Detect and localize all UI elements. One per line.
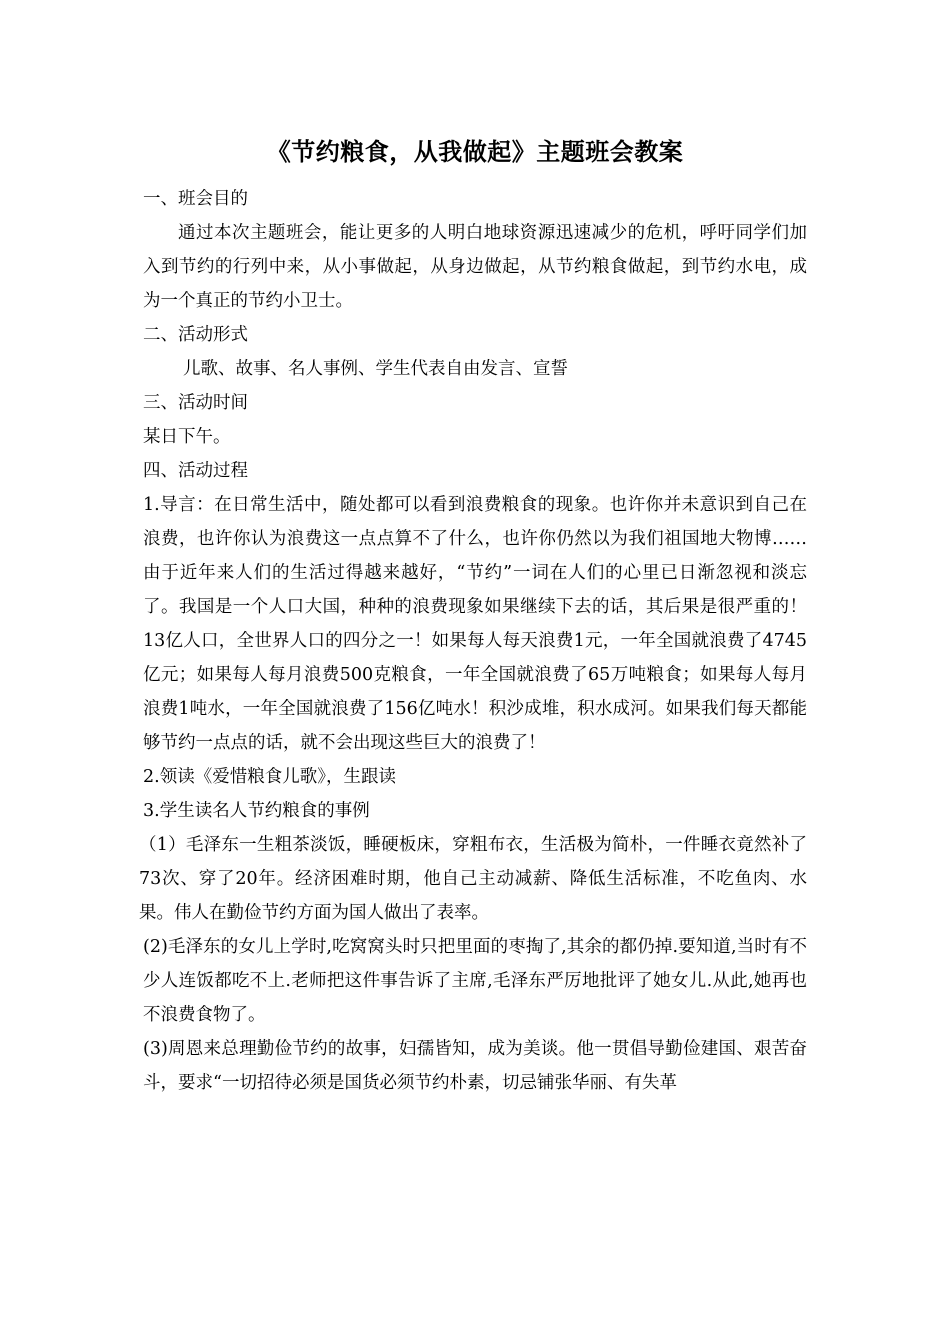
section-heading-purpose: 一、班会目的 xyxy=(143,189,248,209)
document-title: 《节约粮食，从我做起》主题班会教案 xyxy=(266,138,684,166)
example-three-paragraph: (3)周恩来总理勤俭节约的故事，妇孺皆知，成为美谈。他一贯倡导勤俭建国、艰苦奋斗，要求“一切招待必须是国货必须节约朴素，切忌铺张华丽、有失革 xyxy=(143,1039,807,1093)
purpose-paragraph: 通过本次主题班会，能让更多的人明白地球资源迅速减少的危机，呼吁同学们加入到节约的行列中来，从小事做起，从身边做起，从节约粮食做起，到节约水电，成为一个真正的节约小卫士。 xyxy=(143,223,807,311)
introduction-paragraph: 1.导言：在日常生活中，随处都可以看到浪费粮食的现象。也许你并未意识到自己在浪费，也许你认为浪费这一点点算不了什么，也许你仍然以为我们祖国地大物博……由于近年来人们的生活过得越来越好，“节约”一词在人们的心里已日渐忽视和淡忘了。我国是一个人口大国，种种的浪费现象如果继续下去的话，其后果是很严重的！13亿人口，全世界人口的四分之一！如果每人每天浪费1元，一年全国就浪费了4745亿元；如果每人每月浪费500克粮食，一年全国就浪费了65万吨粮食；如果每人每月浪费1吨水，一年全国就浪费了156亿吨水！积沙成堆，积水成河。如果我们每天都能够节约一点点的话，就不会出现这些巨大的浪费了！ xyxy=(143,495,807,753)
time-paragraph: 某日下午。 xyxy=(143,427,231,447)
section-heading-process: 四、活动过程 xyxy=(143,461,248,481)
section-heading-time: 三、活动时间 xyxy=(143,393,248,413)
format-paragraph: 儿歌、故事、名人事例、学生代表自由发言、宣誓 xyxy=(183,359,568,379)
document-body xyxy=(139,182,807,1100)
example-one-paragraph: （1）毛泽东一生粗茶淡饭，睡硬板床，穿粗布衣，生活极为简朴，一件睡衣竟然补了73次、穿了20年。经济困难时期，他自己主动减薪、降低生活标准，不吃鱼肉、水果。伟人在勤俭节约方面为国人做出了表率。 xyxy=(139,835,807,923)
step-two-paragraph: 2.领读《爱惜粮食儿歌》，生跟读 xyxy=(143,767,396,787)
example-two-paragraph: (2)毛泽东的女儿上学时,吃窝窝头时只把里面的枣掏了,其余的都仍掉.要知道,当时有不少人连饭都吃不上.老师把这件事告诉了主席,毛泽东严厉地批评了她女儿.从此,她再也不浪费食物了。 xyxy=(143,937,807,1025)
step-three-paragraph: 3.学生读名人节约粮食的事例 xyxy=(143,801,370,821)
section-heading-format: 二、活动形式 xyxy=(143,325,248,345)
